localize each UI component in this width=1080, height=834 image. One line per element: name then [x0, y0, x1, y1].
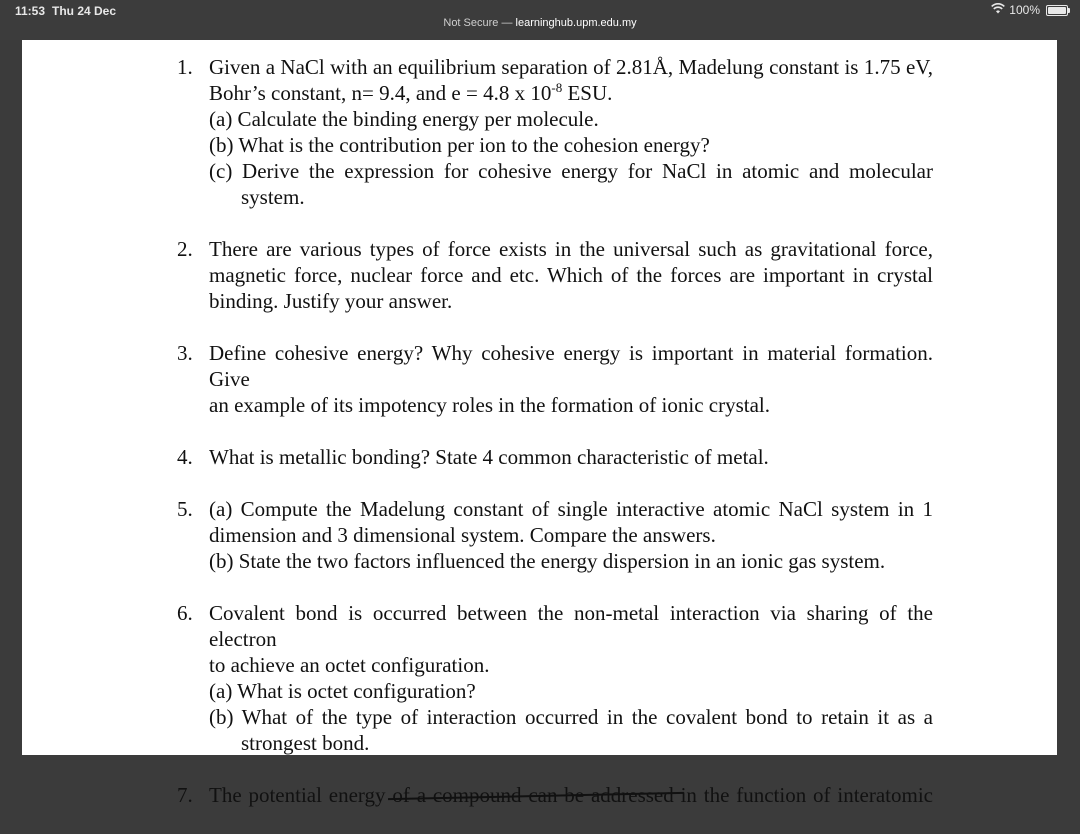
- question-text: ESU.: [562, 81, 613, 105]
- question-number: 4.: [177, 445, 193, 469]
- question-list: [177, 54, 933, 834]
- question-text-line: There are various types of force exists in the universal such as gravitational force,: [209, 237, 933, 261]
- question-text-line: Define cohesive energy? Why cohesive energy is important in material formation. Give: [209, 341, 933, 391]
- struck-text: of a compound can be addressed: [392, 783, 681, 807]
- question-text-line: to achieve an octet configuration.: [209, 653, 490, 677]
- question-6: [177, 600, 933, 756]
- question-text: Bohr’s constant, n= 9.4, and e = 4.8 x 10: [209, 81, 552, 105]
- question-text: in the function of interatomic: [680, 783, 934, 807]
- question-text-line: Covalent bond is occurred between the non-metal interaction via sharing of the electron: [209, 601, 933, 651]
- question-number: 2.: [177, 237, 193, 261]
- question-3: [177, 340, 933, 418]
- question-text-line: [209, 782, 933, 808]
- battery-percent: 100%: [1009, 3, 1040, 17]
- status-time: 11:53: [15, 4, 46, 18]
- question-number: 5.: [177, 497, 193, 521]
- question-2: [177, 236, 933, 314]
- question-part: (a) Calculate the binding energy per molecule.: [209, 107, 599, 131]
- question-5: [177, 496, 933, 574]
- question-part: (b) What of the type of interaction occurred in the covalent bond to retain it as a strongest bond.: [209, 705, 933, 755]
- question-text-line: magnetic force, nuclear force and etc. Which of the forces are important in crystal: [209, 263, 933, 287]
- question-text-line: an example of its impotency roles in the formation of ionic crystal.: [209, 393, 771, 417]
- question-part: (a) What is octet configuration?: [209, 679, 476, 703]
- status-bar: [0, 0, 1080, 40]
- document-page: [22, 40, 1057, 807]
- question-text-line: (a) Compute the Madelung constant of single interactive atomic NaCl system in 1: [209, 497, 933, 521]
- question-part: (c) Derive the expression for cohesive energy for NaCl in atomic and molecular system.: [209, 159, 933, 209]
- question-7: [177, 782, 933, 808]
- question-number: 3.: [177, 341, 193, 365]
- battery-icon: [1046, 5, 1068, 16]
- question-text-line: [209, 80, 933, 106]
- question-text: The potential energy: [209, 783, 393, 807]
- status-date: Thu 24 Dec: [52, 4, 117, 18]
- url-host: learninghub.upm.edu.my: [515, 17, 637, 29]
- question-text-line: dimension and 3 dimensional system. Compare the answers.: [209, 523, 716, 547]
- question-text-line: (b) State the two factors influenced the energy dispersion in an ionic gas system.: [209, 549, 886, 573]
- question-part: (b) What is the contribution per ion to the cohesion energy?: [209, 133, 710, 157]
- question-text-line: Given a NaCl with an equilibrium separation of 2.81Å, Madelung constant is 1.75 eV,: [209, 55, 933, 79]
- exponent: -8: [551, 80, 563, 95]
- question-number: 7.: [177, 783, 193, 807]
- question-1: [177, 54, 933, 210]
- question-text-line: What is metallic bonding? State 4 common characteristic of metal.: [209, 445, 769, 469]
- address-bar[interactable]: [0, 17, 1080, 29]
- question-text-line: binding. Justify your answer.: [209, 289, 453, 313]
- security-label: Not Secure —: [443, 17, 513, 29]
- question-number: 6.: [177, 601, 193, 625]
- question-4: [177, 444, 933, 470]
- wifi-icon: [991, 3, 1005, 17]
- question-number: 1.: [177, 55, 193, 79]
- status-indicators: [991, 3, 1068, 17]
